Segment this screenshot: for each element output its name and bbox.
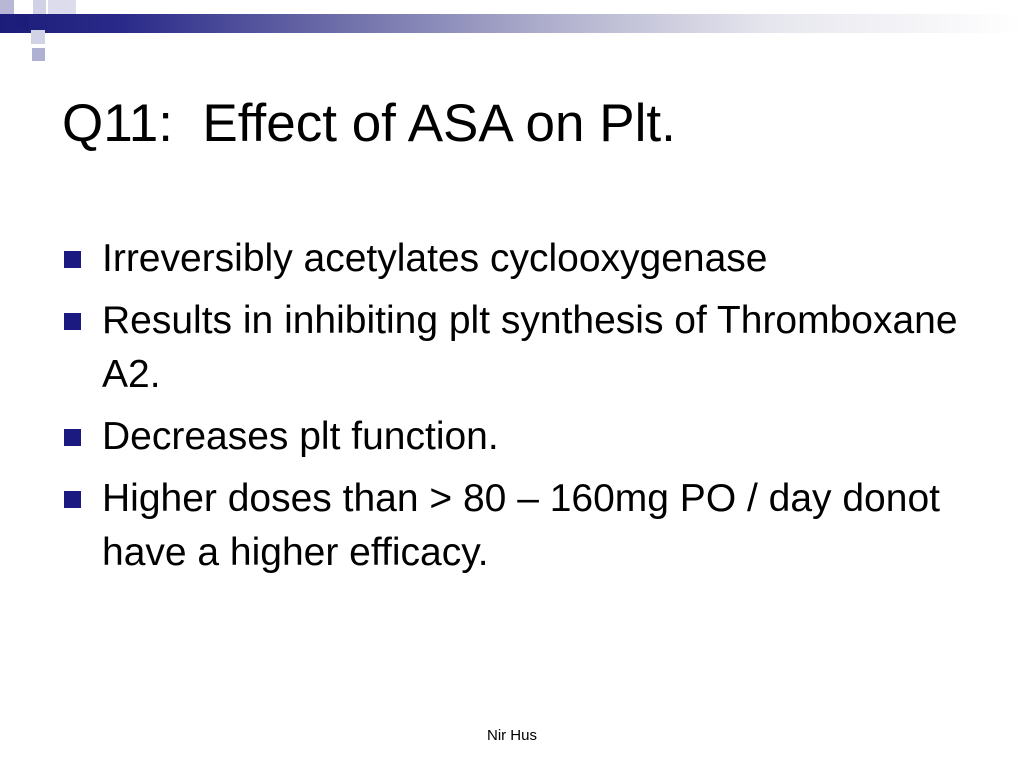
decor-square <box>33 0 46 14</box>
bullet-item <box>64 410 984 464</box>
bullet-item <box>64 232 984 286</box>
square-bullet-icon <box>64 313 81 330</box>
decor-square <box>31 30 45 44</box>
bullet-text: Irreversibly acetylates cyclooxygenase <box>102 237 768 280</box>
bullet-list <box>64 232 984 588</box>
decor-square <box>32 48 45 61</box>
bullet-text: Higher doses than > 80 – 160mg PO / day donot have a higher efficacy. <box>102 477 940 574</box>
bullet-text: Decreases plt function. <box>102 415 499 458</box>
bullet-text: Results in inhibiting plt synthesis of Thromboxane A2. <box>102 299 958 396</box>
bullet-item <box>64 294 984 402</box>
footer-author: Nir Hus <box>486 727 537 744</box>
decor-square <box>0 0 14 14</box>
square-bullet-icon <box>64 429 81 446</box>
decor-square <box>48 0 76 14</box>
bullet-item <box>64 472 984 580</box>
header-gradient-bar <box>0 14 1024 33</box>
square-bullet-icon <box>64 251 81 268</box>
slide-title: Q11: Effect of ASA on Plt. <box>62 94 676 153</box>
decor-square <box>15 15 29 29</box>
square-bullet-icon <box>64 491 81 508</box>
